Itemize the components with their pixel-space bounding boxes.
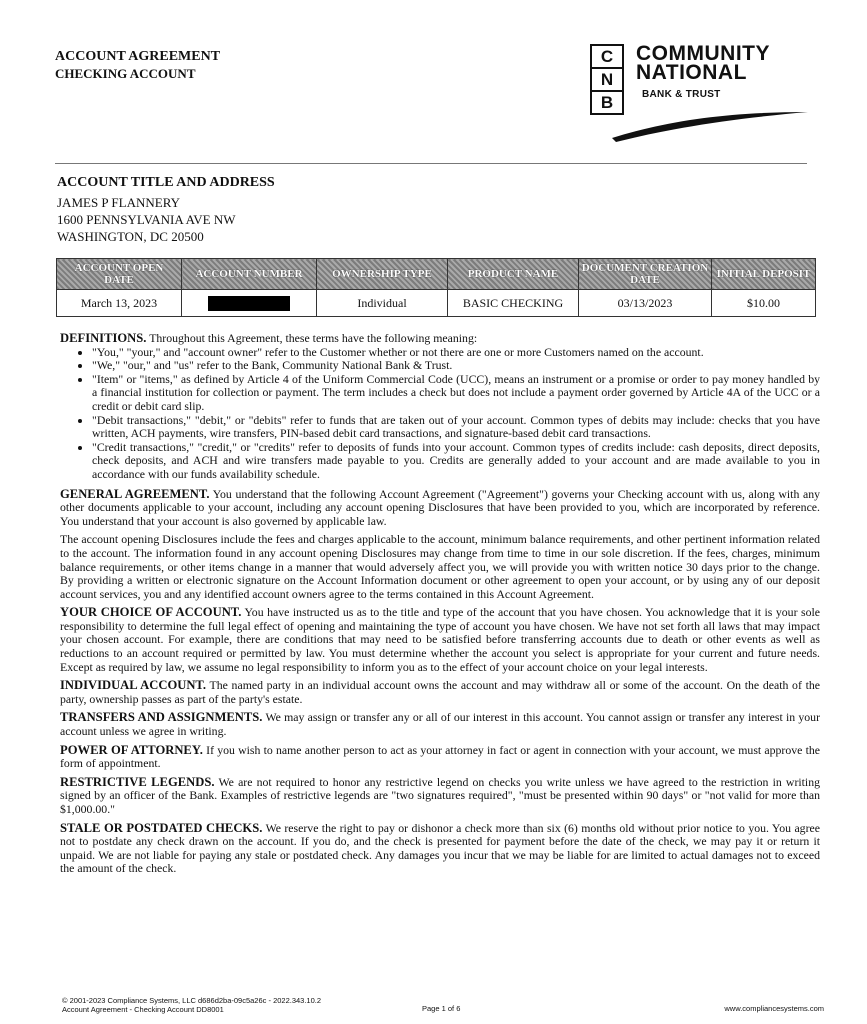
definitions-list [74, 346, 820, 482]
section-paragraph [60, 606, 820, 674]
section-heading: GENERAL AGREEMENT. [60, 486, 210, 501]
footer-copyright: © 2001-2023 Compliance Systems, LLC d686d2ba-09c5a26c - 2022.343.10.2 [62, 996, 322, 1005]
redaction-bar [208, 296, 290, 311]
cell-ownership-type: Individual [317, 290, 448, 317]
document-header [55, 48, 220, 82]
section-heading: INDIVIDUAL ACCOUNT. [60, 678, 207, 693]
cell-account-number [182, 290, 317, 317]
cell-creation-date: 03/13/2023 [579, 290, 712, 317]
table-row [57, 290, 816, 317]
definitions-heading: DEFINITIONS. [60, 331, 147, 345]
col-header-open-date: ACCOUNT OPEN DATE [57, 259, 182, 290]
col-header-creation-date: DOCUMENT CREATION DATE [579, 259, 712, 290]
section-paragraph [60, 744, 820, 771]
section-paragraph [60, 711, 820, 738]
list-item: • "We," "our," and "us" refer to the Bank, Community National Bank & Trust. [92, 359, 820, 373]
list-item: • "You," "your," and "account owner" refer to the Customer whether or not there are one or more Customers named on the account. [92, 346, 820, 360]
document-title: ACCOUNT AGREEMENT [55, 49, 221, 64]
logo-swoosh-icon [610, 102, 810, 142]
cell-open-date: March 13, 2023 [57, 290, 182, 317]
list-item: • "Credit transactions," "credit," or "credits" refer to deposits of funds into your account. Common types of credits include: cash deposits, direct deposits, check deposits, and ACH and wire transfers made payable to you. Credits are generally added to your account and are made available to you in accordance with our funds availability schedule. [92, 441, 820, 482]
footer-left [62, 996, 382, 1014]
col-header-ownership-type: OWNERSHIP TYPE [317, 259, 448, 290]
logo-line-2: NATIONAL [636, 61, 747, 84]
section-text: The named party in an individual account owns the account and may withdraw all or some of the account. On the death of the party, ownership passes as part of the party's estate. [60, 678, 820, 706]
section-text: We may assign or transfer any or all of our interest in this account. You cannot assign or transfer any interest in your account unless we agree in writing. [60, 710, 820, 739]
section-text: We reserve the right to pay or dishonor a check more than six (6) months old without prior notice to you. You agree not to postdate any check drawn on the account. If you do, and the check is presented for payment before the date of the check, we may pay it or return it unpaid. We are not liable for paying any stale or postdated check. Any damages you incur that we may be liable for are limited to actual damages not to exceed the amount of the check. [60, 820, 820, 876]
section-paragraph [60, 488, 820, 529]
account-address-block [57, 174, 275, 245]
logo-letter: C [592, 46, 622, 69]
col-header-initial-deposit: INITIAL DEPOSIT [712, 259, 816, 290]
account-holder-name: JAMES P FLANNERY [57, 195, 181, 210]
section-text: If you wish to name another person to act as your attorney in fact or agent in connection with your account, we must approve the form of appointment. [60, 742, 821, 771]
section-text: We are not required to honor any restrictive legend on checks you write unless we have agreed to the restriction in writing signed by an officer of the Bank. Examples of restrictive legends are "two signatures required", "must be presented within 90 days" or "not valid for more than $1,000.00." [60, 774, 820, 816]
address-city: WASHINGTON, DC 20500 [57, 229, 204, 244]
section-heading: TRANSFERS AND ASSIGNMENTS. [60, 710, 263, 725]
logo-letter: N [592, 69, 622, 92]
agreement-body [60, 332, 820, 881]
bank-logo [590, 44, 815, 144]
definitions-intro [60, 332, 820, 346]
logo-name [636, 44, 770, 82]
section-text: The account opening Disclosures include the fees and charges applicable to the account, minimum balance requirements, and other pertinent information related to the account. The information found in any account opening Disclosures may change from time to time in our sole discretion. If the fees, charges, minimum balance requirements, or other items change in a manner that would adversely affect you, we will provide you with written notice 30 days prior to the change. By providing a written or electronic signature on the Account Information document or other agreement to open your account, or by using any of our deposit account services, you and any identified account owners agree to the terms contained in this Account Agreement. [60, 532, 820, 601]
list-item: • "Debit transactions," "debit," or "debits" refer to funds that are taken out of your account. Common types of debits may include: checks that you have written, ACH payments, wire transfers, PIN-based debit card transactions, and signature-based debit card transactions. [92, 414, 820, 441]
definitions-intro-text: Throughout this Agreement, these terms have the following meaning: [149, 331, 478, 345]
section-paragraph [60, 679, 820, 706]
section-heading: STALE OR POSTDATED CHECKS. [60, 820, 263, 835]
logo-line-3: BANK & TRUST [642, 89, 721, 100]
address-street: 1600 PENNSYLVANIA AVE NW [57, 212, 236, 227]
section-heading: YOUR CHOICE OF ACCOUNT. [60, 605, 242, 620]
section-paragraph [60, 822, 820, 876]
footer-doc-name: Account Agreement - Checking Account DD8001 [62, 1005, 224, 1014]
account-info-table [56, 258, 816, 317]
section-heading: POWER OF ATTORNEY. [60, 742, 203, 757]
list-item: • "Item" or "items," as defined by Article 4 of the Uniform Commercial Code (UCC), means an instrument or a promise or order to pay money handled by a financial institution for collection or payment. The term includes a check but does not include a payment order governed by Article 4A of the UCC or a credit or debit card slip. [92, 373, 820, 414]
header-divider [55, 163, 807, 164]
document-subtitle: CHECKING ACCOUNT [55, 66, 196, 81]
col-header-product-name: PRODUCT NAME [448, 259, 579, 290]
table-header-row [57, 259, 816, 290]
cell-product-name: BASIC CHECKING [448, 290, 579, 317]
footer-website: www.compliancesystems.com [724, 1004, 824, 1013]
section-text: You have instructed us as to the title and type of the account that you have chosen. You acknowledge that it is your sole responsibility to determine the full legal effect of opening and maintaining the type of account you have chosen. We have not set forth all laws that may impact your chosen account. For example, there are conditions that may need to be satisfied before transferring accounts due to death or other events as well as reductions to an account required or permitted by law. You must determine whether the account you select is appropriate for your current and future needs. Except as required by law, we assume no legal responsibility to inform you as to the effect of your account choice on your legal interests. [60, 605, 820, 674]
section-paragraph [60, 776, 820, 817]
logo-line-1: COMMUNITY [636, 42, 770, 65]
section-text: You understand that the following Account Agreement ("Agreement") governs your Checking account with us, along with any other documents applicable to your account, including any account opening Disclosures that have been provided to you, which are incorporated by reference. You understand that your account is also governed by applicable law. [60, 486, 820, 528]
address-section-title: ACCOUNT TITLE AND ADDRESS [57, 175, 275, 190]
logo-letter: B [600, 93, 614, 112]
section-heading: RESTRICTIVE LEGENDS. [60, 774, 215, 789]
section-paragraph [60, 533, 820, 601]
footer-page-number: Page 1 of 6 [422, 1004, 461, 1013]
cell-initial-deposit: $10.00 [712, 290, 816, 317]
col-header-account-number: ACCOUNT NUMBER [182, 259, 317, 290]
